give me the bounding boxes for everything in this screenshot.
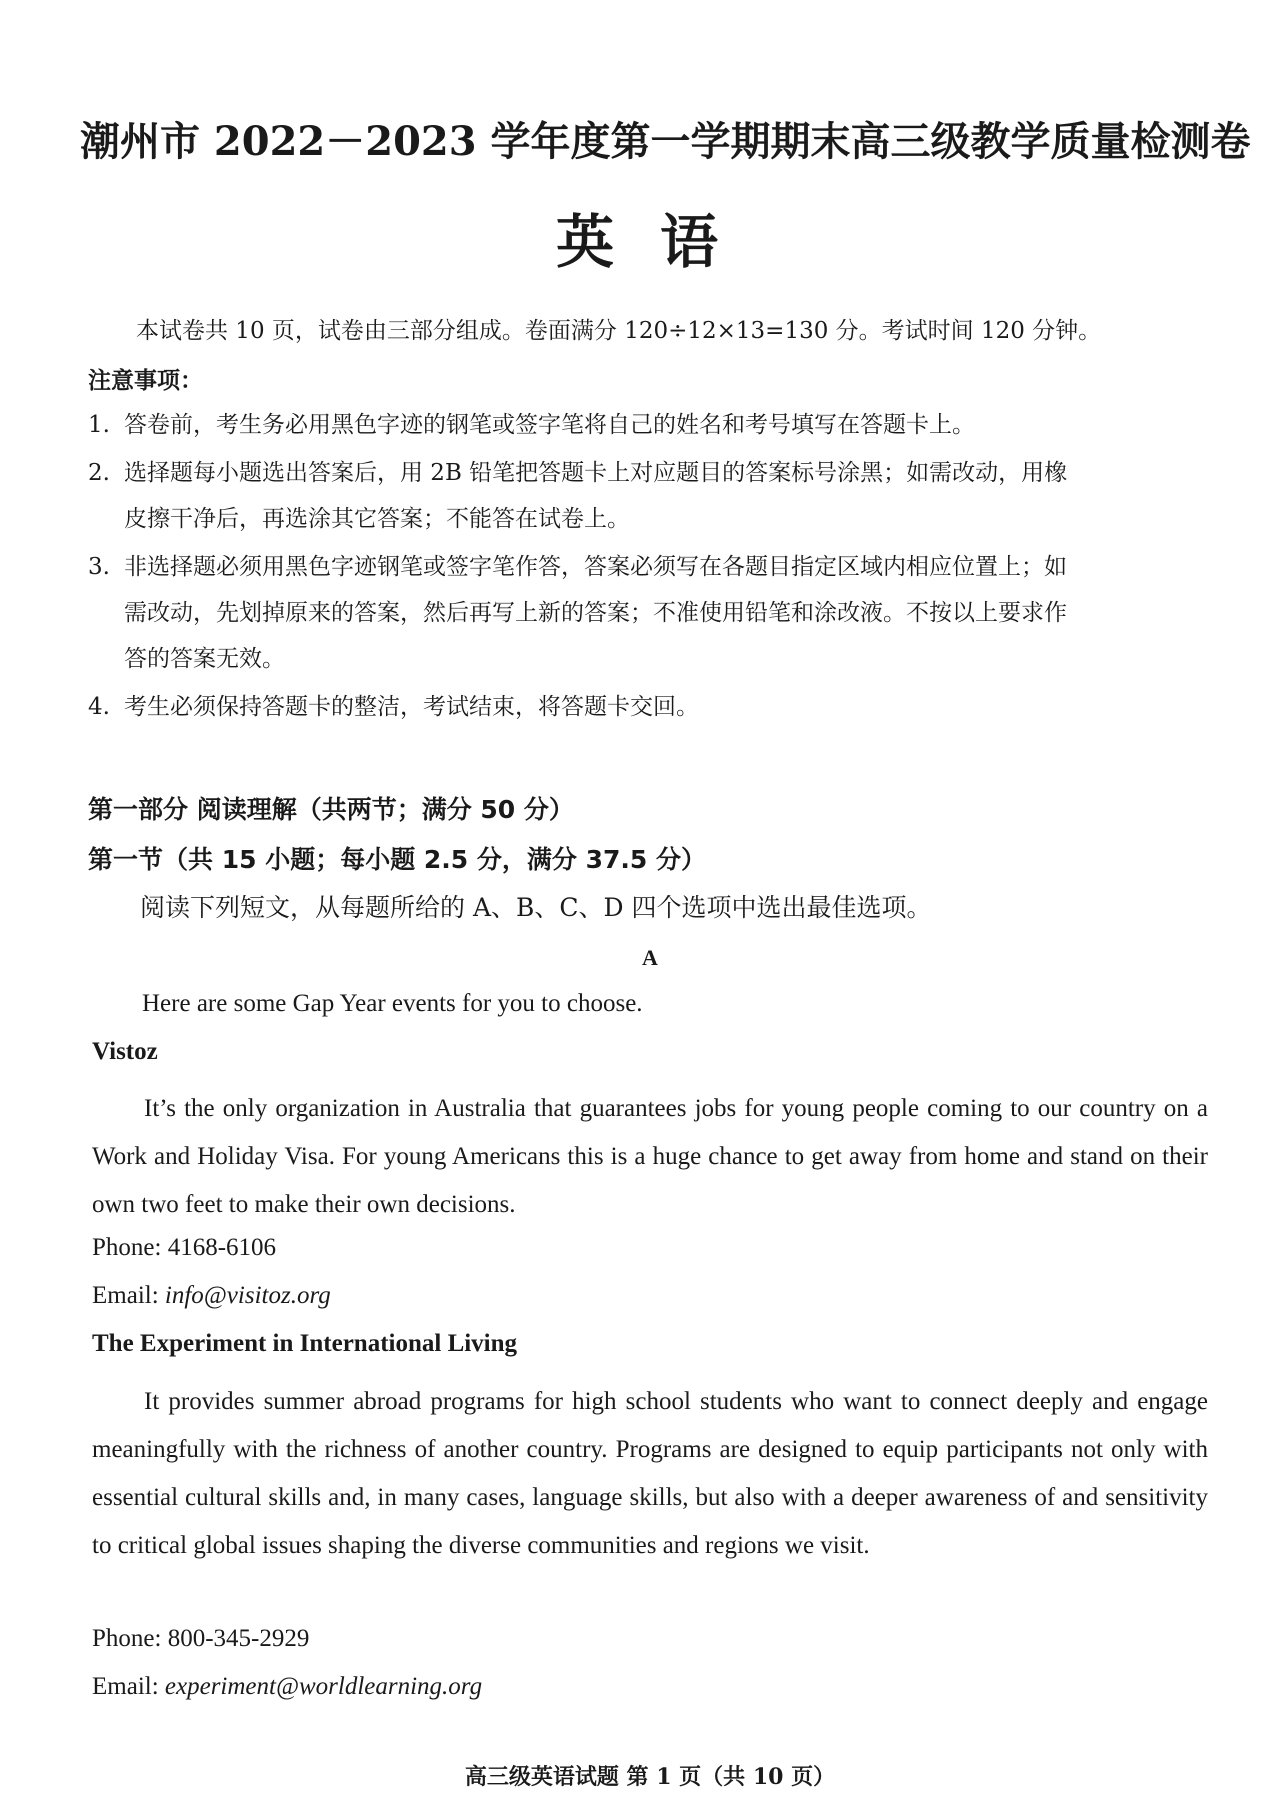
note-item-3 bbox=[88, 544, 1218, 682]
note-text: 皮擦干净后，再选涂其它答案；不能答在试卷上。 bbox=[124, 506, 630, 532]
reading-instruction: 阅读下列短文，从每题所给的 A、B、C、D 四个选项中选出最佳选项。 bbox=[140, 893, 932, 922]
email-label: Email: bbox=[92, 1673, 165, 1700]
email-label: Email: bbox=[92, 1282, 165, 1309]
section1-heading: 第一节（共 15 小题；每小题 2.5 分，满分 37.5 分） bbox=[88, 845, 706, 874]
note-number: 2. bbox=[88, 460, 110, 486]
note-number: 4. bbox=[88, 694, 110, 720]
phone-label: Phone: bbox=[92, 1625, 168, 1652]
note-item-1 bbox=[88, 402, 1218, 448]
note-number: 1. bbox=[88, 412, 110, 438]
event-phone bbox=[92, 1234, 276, 1262]
event-email bbox=[92, 1673, 482, 1701]
note-text: 非选择题必须用黑色字迹钢笔或签字笔作答，答案必须写在各题目指定区域内相应位置上；如 bbox=[124, 554, 1067, 580]
notes-title: 注意事项： bbox=[88, 367, 203, 394]
exam-title: 潮州市 2022－2023 学年度第一学期期末高三级教学质量检测卷 bbox=[80, 118, 1251, 165]
exam-intro: 本试卷共 10 页，试卷由三部分组成。卷面满分 120÷12×13=130 分。考试时间 120 分钟。 bbox=[136, 318, 1102, 344]
email-address: info@visitoz.org bbox=[164, 1282, 331, 1309]
phone-label: Phone: bbox=[92, 1234, 168, 1261]
note-text: 需改动，先划掉原来的答案，然后再写上新的答案；不准使用铅笔和涂改液。不按以上要求作 bbox=[124, 600, 1067, 626]
note-item-2 bbox=[88, 450, 1218, 542]
note-text: 选择题每小题选出答案后，用 2B 铅笔把答题卡上对应题目的答案标号涂黑；如需改动，用橡 bbox=[124, 460, 1068, 486]
passage-lead: Here are some Gap Year events for you to choose. bbox=[142, 990, 643, 1017]
event-name: The Experiment in International Living bbox=[92, 1330, 518, 1357]
note-text: 考生必须保持答题卡的整洁，考试结束，将答题卡交回。 bbox=[124, 694, 699, 720]
event-description: It’s the only organization in Australia that guarantees jobs for young people coming to our country on a Work and Holiday Visa. For young Americans this is a huge chance to get away from home and stand on their own two feet to make their own decisions. bbox=[92, 1095, 1208, 1218]
phone-number: 4168-6106 bbox=[167, 1234, 277, 1261]
page-footer: 高三级英语试题 第 1 页（共 10 页） bbox=[464, 1764, 836, 1790]
event-email bbox=[92, 1282, 331, 1310]
passage-letter: A bbox=[642, 945, 658, 970]
subject-title: 英语 bbox=[555, 208, 764, 276]
event-description: It provides summer abroad programs for high school students who want to connect deeply and engage meaningfully with the richness of another country. Programs are designed to equip participants not only with essential cultural skills and, in many cases, language skills, but also with a deeper awareness of and sensitivity to critical global issues shaping the diverse communities and regions we visit. bbox=[92, 1388, 1208, 1559]
note-number: 3. bbox=[88, 554, 110, 580]
note-text: 答卷前，考生务必用黑色字迹的钢笔或签字笔将自己的姓名和考号填写在答题卡上。 bbox=[124, 412, 975, 438]
part1-heading: 第一部分 阅读理解（共两节；满分 50 分） bbox=[88, 795, 574, 824]
event-phone bbox=[92, 1625, 309, 1653]
email-address: experiment@worldlearning.org bbox=[164, 1673, 483, 1700]
phone-number: 800-345-2929 bbox=[167, 1625, 310, 1652]
event-name: Vistoz bbox=[92, 1038, 158, 1065]
note-item-4 bbox=[88, 684, 1218, 730]
note-text: 答的答案无效。 bbox=[124, 646, 285, 672]
